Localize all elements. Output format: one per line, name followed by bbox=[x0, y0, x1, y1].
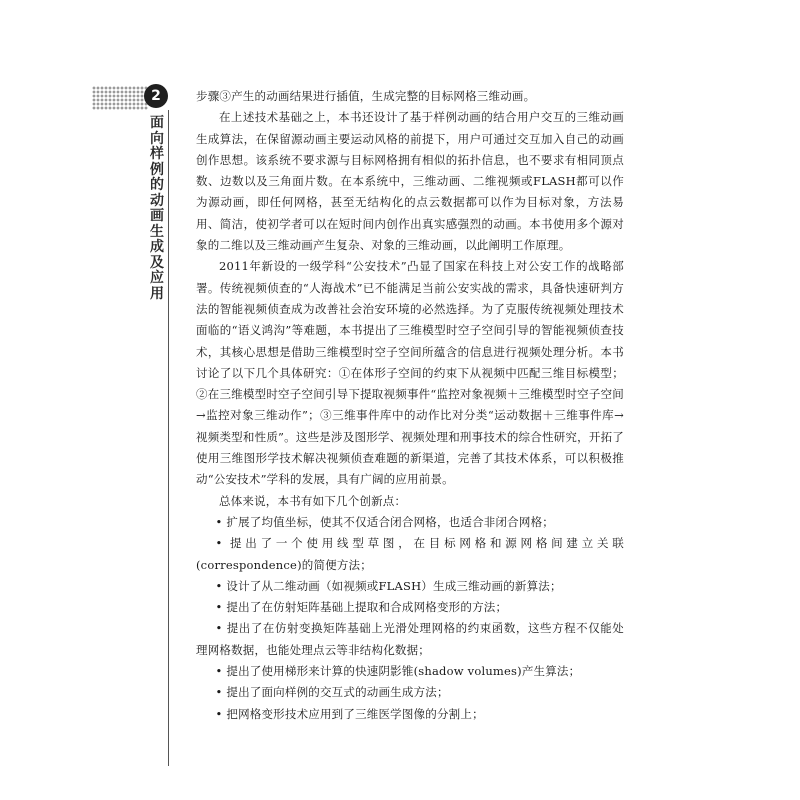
margin-divider-line bbox=[168, 110, 169, 766]
list-item: • 提出了在仿射变换矩阵基础上光滑处理网格的约束函数，这些方程不仅能处理网格数据，也能处理点云等非结构化数据； bbox=[196, 621, 624, 657]
paragraph-continuation: 步骤③产生的动画结果进行插值，生成完整的目标网格三维动画。 bbox=[196, 89, 536, 103]
decorative-dot-band bbox=[92, 86, 148, 110]
list-item: • 提出了面向样例的交互式的动画生成方法； bbox=[215, 685, 449, 700]
paragraph-interactive-animation: 在上述技术基础之上，本书还设计了基于样例动画的结合用户交互的三维动画生成算法，在保留源动画主要运动风格的前提下，用户可通过交互加入自己的动画创作思想。该系统不要求源与目标网格拥有相似的拓扑信息，也不要求有相同顶点数、边数以及三角面片数。在本系统中，三维动画、二维视频或FLASH都可以作为源动画，即任何网格，甚至无结构化的点云数据都可以作为目标对象，方法易用、简洁，使初学者可以在短时间内创作出真实感强烈的动画。本书使用多个源对象的二维以及三维动画产生复杂、对象的三维动画，以此阐明工作原理。 bbox=[196, 110, 624, 253]
chapter-running-title: 面向样例的动画生成及应用 bbox=[150, 115, 164, 302]
list-item: • 提出了在仿射矩阵基础上提取和合成网格变形的方法； bbox=[215, 600, 508, 615]
list-item: • 提出了一个使用线型草图，在目标网格和源网格间建立关联(correspondence)的简便方法； bbox=[196, 536, 624, 572]
page-body bbox=[196, 86, 624, 725]
margin-strip bbox=[0, 0, 148, 800]
list-item: • 把网格变形技术应用到了三维医学图像的分割上； bbox=[215, 706, 484, 721]
paragraph-innovations-intro: 总体来说，本书有如下几个创新点： bbox=[219, 493, 407, 508]
paragraph-public-security: 2011年新设的一级学科“公安技术”凸显了国家在科技上对公安工作的战略部署。传统视频侦查的“人海战术”已不能满足当前公安实战的需求，具备快速研判方法的智能视频侦查成为改善社会治安环境的必然选择。为了克服传统视频处理技术面临的“语义鸿沟”等难题，本书提出了三维模型时空子空间引导的智能视频侦查技术，其核心思想是借助三维模型时空子空间所蕴含的信息进行视频处理分析。本书讨论了以下几个具体研究：①在体形子空间的约束下从视频中匹配三维目标模型；②在三维模型时空子空间引导下提取视频事件“监控对象视频＋三维模型时空子空间→监控对象三维动作”；③三维事件库中的动作比对分类“运动数据＋三维事件库→视频类型和性质”。这些是涉及图形学、视频处理和刑事技术的综合性研究，开拓了使用三维图形学技术解决视频侦查难题的新渠道，完善了其技术体系，可以积极推动“公安技术”学科的发展，具有广阔的应用前景。 bbox=[196, 259, 624, 487]
list-item: • 设计了从二维动画（如视频或FLASH）生成三维动画的新算法； bbox=[215, 578, 562, 593]
list-item: • 提出了使用梯形来计算的快速阴影锥(shadow volumes)产生算法； bbox=[215, 664, 581, 679]
chapter-number-badge: 2 bbox=[144, 84, 168, 108]
list-item: • 扩展了均值坐标，使其不仅适合闭合网格，也适合非闭合网格； bbox=[215, 514, 554, 529]
